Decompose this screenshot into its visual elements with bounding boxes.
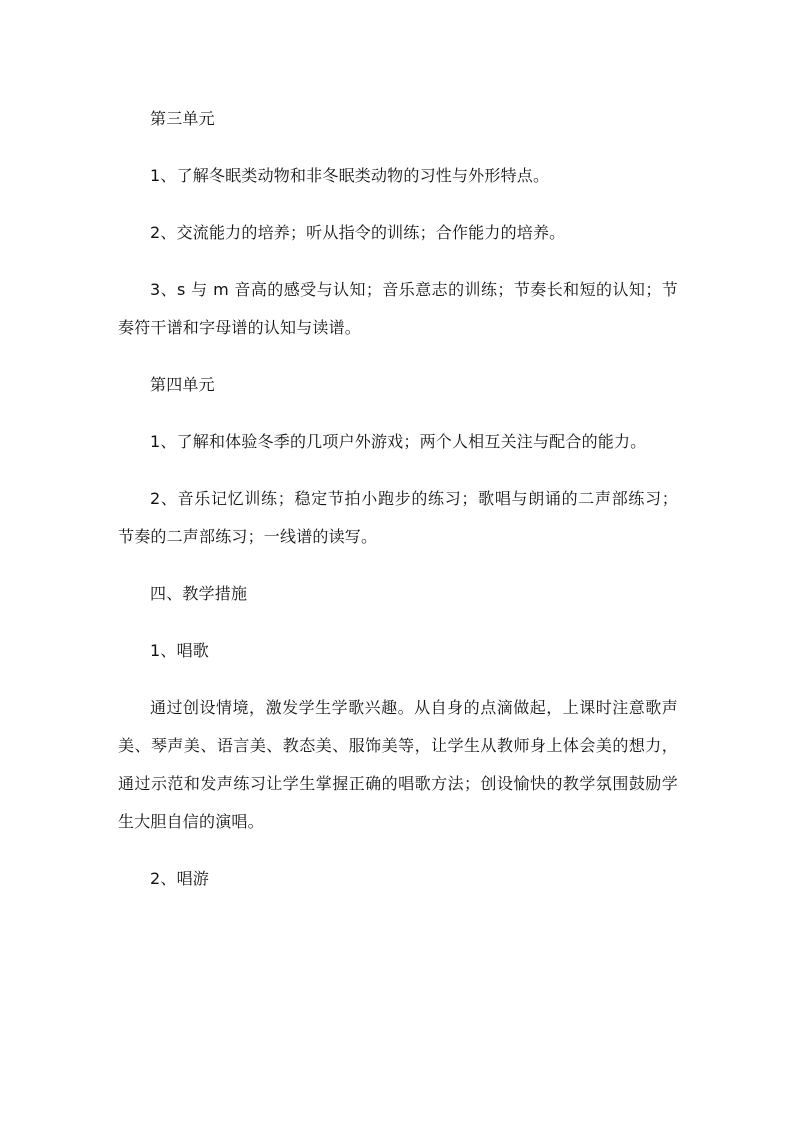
heading-unit-4: 第四单元 xyxy=(150,375,215,394)
paragraph-unit3-item-2: 2、交流能力的培养；听从指令的训练；合作能力的培养。 xyxy=(150,223,566,242)
subheading-singing: 1、唱歌 xyxy=(150,641,209,660)
paragraph-singing-method: 通过创设情境，激发学生学歌兴趣。从自身的点滴做起，上课时注意歌声美、琴声美、语言美、教态美、服饰美等，让学生从教师身上体会美的想力，通过示范和发声练习让学生掌握正确的唱歌方法；创设愉快的教学氛围鼓励学生大胆自信的演唱。 xyxy=(118,698,678,831)
subheading-singing-games: 2、唱游 xyxy=(150,869,209,888)
document-body xyxy=(118,100,678,898)
paragraph-unit3-item-3: 3、s 与 m 音高的感受与认知；音乐意志的训练；节奏长和短的认知；节奏符干谱和字母谱的认知与读谱。 xyxy=(118,280,678,337)
heading-teaching-measures: 四、教学措施 xyxy=(150,584,248,603)
paragraph-unit4-item-1: 1、了解和体验冬季的几项户外游戏；两个人相互关注与配合的能力。 xyxy=(150,432,647,451)
paragraph-unit3-item-1: 1、了解冬眠类动物和非冬眠类动物的习性与外形特点。 xyxy=(150,166,550,185)
paragraph-unit4-item-2: 2、音乐记忆训练；稳定节拍小跑步的练习；歌唱与朗诵的二声部练习；节奏的二声部练习；一线谱的读写。 xyxy=(118,489,678,546)
heading-unit-3: 第三单元 xyxy=(150,109,215,128)
